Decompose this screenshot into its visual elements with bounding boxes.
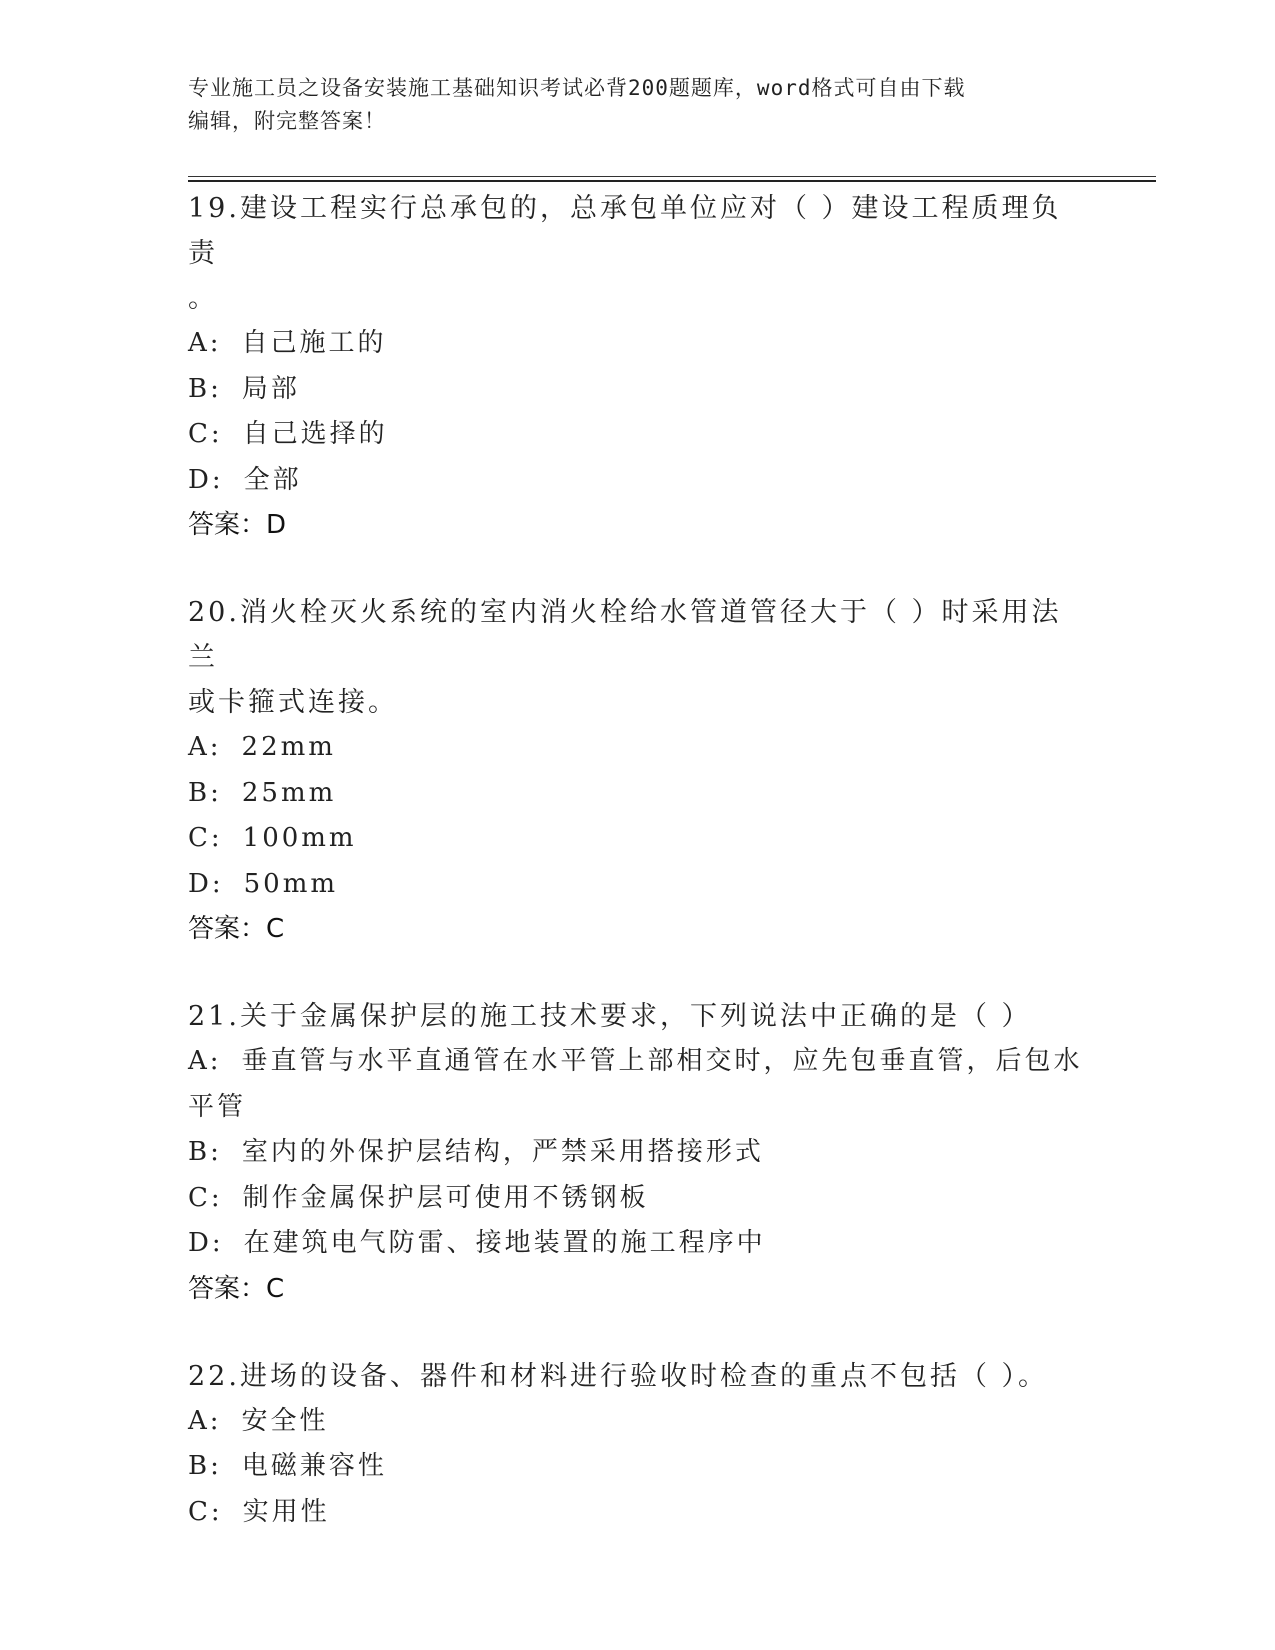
option-text: 制作金属保护层可使用不锈钢板 [242, 1182, 649, 1213]
question-spacer [188, 1312, 1088, 1354]
option-b [188, 771, 1088, 817]
option-text: 50mm [243, 868, 339, 899]
option-c [188, 816, 1088, 862]
option-d [188, 458, 1088, 504]
option-a-continued: 平管 [188, 1091, 247, 1122]
question-22 [188, 1354, 1088, 1536]
answer-line: 答案：D [188, 510, 287, 540]
option-text: 电磁兼容性 [241, 1451, 387, 1481]
header-divider-thin [188, 176, 1156, 177]
answer-line: 答案：C [188, 1273, 285, 1304]
option-text: 局部 [241, 373, 300, 404]
question-stem-continued: 或卡箍式连接。 [188, 687, 398, 718]
option-c [188, 1490, 1088, 1536]
option-b [188, 367, 1088, 413]
option-key: A: [188, 1046, 222, 1076]
option-b [188, 1130, 1088, 1176]
option-text: 25mm [241, 777, 337, 808]
option-key: A: [188, 732, 222, 762]
option-c [188, 412, 1088, 458]
option-text: 自己选择的 [242, 419, 388, 449]
question-19 [188, 186, 1088, 548]
option-text: 全部 [243, 464, 302, 495]
option-c [188, 1176, 1088, 1222]
question-20 [188, 590, 1088, 952]
document-header [188, 72, 1088, 138]
option-key: D: [188, 1228, 224, 1258]
question-spacer [188, 952, 1088, 994]
question-list [188, 186, 1088, 1535]
header-line-2: 编辑，附完整答案！ [188, 109, 386, 133]
option-key: A: [188, 328, 222, 358]
option-text: 100mm [242, 823, 357, 853]
option-key: B: [188, 1137, 222, 1167]
option-key: B: [188, 1451, 222, 1481]
option-key: D: [188, 868, 224, 899]
question-stem: 22.进场的设备、器件和材料进行验收时检查的重点不包括（ ）。 [188, 1360, 1049, 1392]
option-text: 自己施工的 [241, 328, 387, 358]
option-key: B: [188, 777, 222, 808]
option-key: B: [188, 373, 222, 404]
option-key: C: [188, 419, 223, 449]
option-key: C: [188, 823, 223, 853]
question-spacer [188, 548, 1088, 590]
option-text: 实用性 [242, 1496, 330, 1527]
option-text: 22mm [241, 732, 336, 762]
option-d [188, 1221, 1088, 1267]
option-a [188, 321, 1088, 367]
question-stem: 19.建设工程实行总承包的，总承包单位应对（ ）建设工程质理负责 [188, 193, 1062, 269]
option-text: 室内的外保护层结构，严禁采用搭接形式 [241, 1137, 764, 1167]
header-divider-thick [188, 180, 1156, 182]
option-key: C: [188, 1182, 223, 1213]
option-key: D: [188, 464, 224, 495]
question-stem: 20.消火栓灭火系统的室内消火栓给水管道管径大于（ ）时采用法兰 [188, 597, 1062, 673]
question-21 [188, 994, 1088, 1312]
option-text: 安全性 [241, 1405, 329, 1436]
option-b [188, 1444, 1088, 1490]
option-text: 垂直管与水平直通管在水平管上部相交时，应先包垂直管，后包水 [241, 1046, 1083, 1076]
option-key: C: [188, 1496, 223, 1527]
header-line-1: 专业施工员之设备安装施工基础知识考试必背200题题库，word格式可自由下载 [188, 76, 966, 100]
answer-line: 答案：C [188, 914, 285, 944]
question-stem-continued: 。 [188, 283, 218, 314]
option-key: A: [188, 1405, 222, 1436]
option-d [188, 862, 1088, 908]
option-a [188, 725, 1088, 771]
option-text: 在建筑电气防雷、接地装置的施工程序中 [243, 1228, 766, 1258]
question-stem: 21.关于金属保护层的施工技术要求，下列说法中正确的是（ ） [188, 1001, 1032, 1032]
option-a [188, 1399, 1088, 1445]
option-a [188, 1039, 1088, 1085]
